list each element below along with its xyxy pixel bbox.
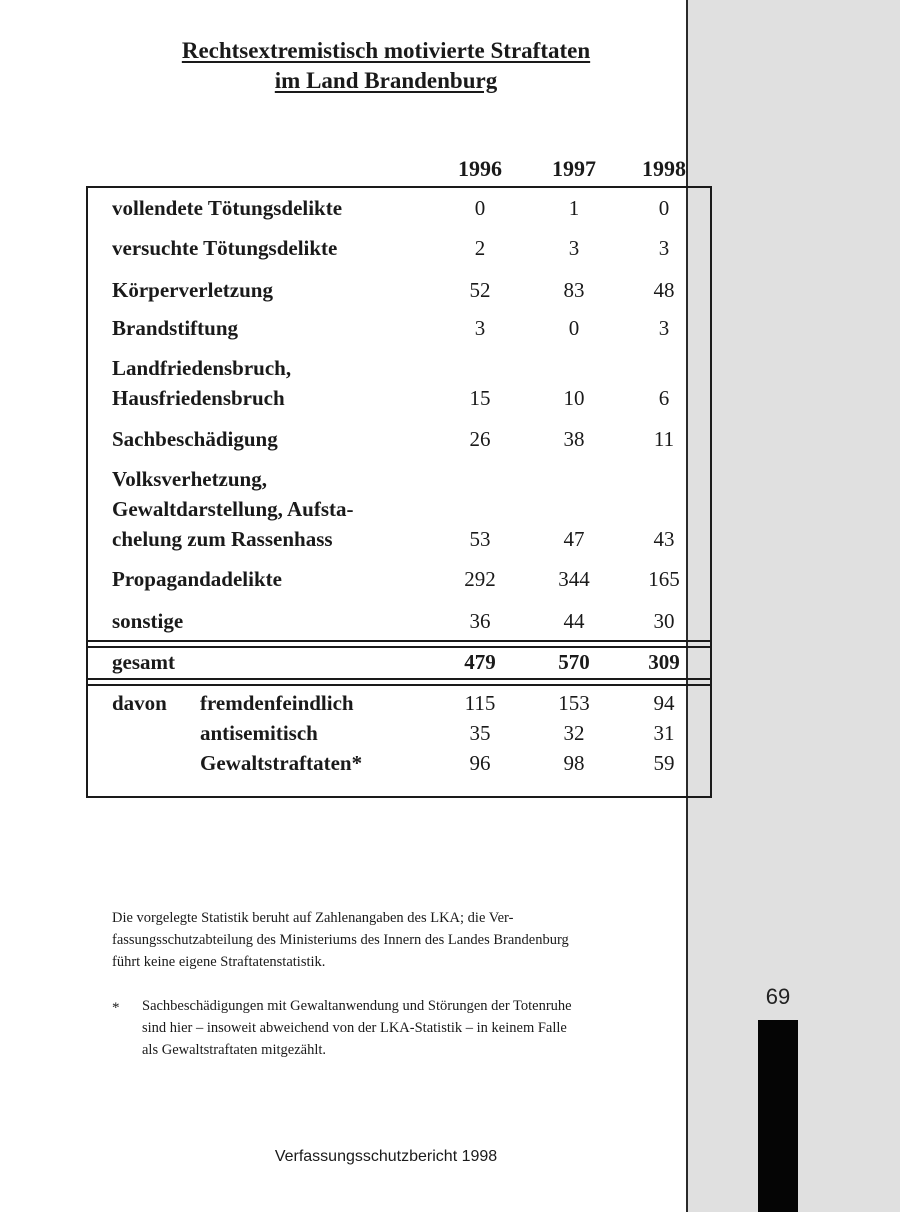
document-title-line-2: im Land Brandenburg xyxy=(274,68,498,93)
breakdown-item-label: fremdenfeindlich xyxy=(200,691,354,715)
table-cell: 11 xyxy=(653,427,675,451)
total-cell: 479 xyxy=(464,650,496,674)
breakdown-item-label: antisemitisch xyxy=(200,721,318,745)
table-cell: 165 xyxy=(648,567,680,591)
row-label: chelung zum Rassenhass xyxy=(112,527,333,551)
row-label: Sachbeschädigung xyxy=(112,427,278,451)
table-cell: 94 xyxy=(653,691,675,715)
table-cell: 96 xyxy=(469,751,491,775)
table-cell: 26 xyxy=(469,427,491,451)
table-cell: 1 xyxy=(568,196,580,220)
table-divider xyxy=(86,684,712,686)
note-line: führt keine eigene Straftatenstatistik. xyxy=(112,954,326,970)
row-label: Brandstiftung xyxy=(112,316,239,340)
footnote-line: Sachbeschädigungen mit Gewaltanwendung und Störungen der Totenruhe xyxy=(142,998,572,1014)
footer-title: Verfassungsschutzbericht 1998 xyxy=(274,1148,498,1165)
breakdown-label: davon xyxy=(112,691,167,715)
row-label: Hausfriedensbruch xyxy=(112,386,285,410)
table-cell: 10 xyxy=(563,386,585,410)
table-cell: 3 xyxy=(474,316,486,340)
total-label: gesamt xyxy=(112,650,175,674)
total-cell: 570 xyxy=(558,650,590,674)
table-divider xyxy=(86,640,712,642)
row-label: versuchte Tötungsdelikte xyxy=(112,236,338,260)
breakdown-item-label: Gewaltstraftaten* xyxy=(200,751,363,775)
table-cell: 115 xyxy=(464,691,496,715)
year-header-1998: 1998 xyxy=(642,156,686,181)
row-label: vollendete Tötungsdelikte xyxy=(112,196,343,220)
note-line: Die vorgelegte Statistik beruht auf Zahlenangaben des LKA; die Ver- xyxy=(112,910,514,926)
table-cell: 44 xyxy=(563,609,585,633)
page-number: 69 xyxy=(765,984,791,1009)
table-cell: 153 xyxy=(558,691,590,715)
table-cell: 15 xyxy=(469,386,491,410)
year-header-1996: 1996 xyxy=(458,156,502,181)
table-cell: 35 xyxy=(469,721,491,745)
table-cell: 31 xyxy=(653,721,675,745)
row-label: Volksverhetzung, xyxy=(112,467,267,491)
document-title-line-1: Rechtsextremistisch motivierte Straftaten xyxy=(181,38,591,63)
table-cell: 43 xyxy=(653,527,675,551)
table-cell: 47 xyxy=(563,527,585,551)
table-cell: 98 xyxy=(563,751,585,775)
table-cell: 32 xyxy=(563,721,585,745)
table-cell: 48 xyxy=(653,278,675,302)
table-cell: 30 xyxy=(653,609,675,633)
table-cell: 292 xyxy=(464,567,496,591)
table-divider xyxy=(86,646,712,648)
table-cell: 0 xyxy=(474,196,486,220)
table-cell: 344 xyxy=(558,567,590,591)
table-cell: 6 xyxy=(658,386,670,410)
footnote-line: sind hier – insoweit abweichend von der LKA-Statistik – in keinem Falle xyxy=(142,1020,567,1036)
row-label: Gewaltdarstellung, Aufsta- xyxy=(112,497,354,521)
row-label: Propagandadelikte xyxy=(112,567,282,591)
footnote-line: als Gewaltstraftaten mitgezählt. xyxy=(142,1042,326,1058)
table-cell: 3 xyxy=(658,236,670,260)
table-divider xyxy=(86,678,712,680)
row-label: Landfriedensbruch, xyxy=(112,356,292,380)
table-cell: 0 xyxy=(658,196,670,220)
table-cell: 53 xyxy=(469,527,491,551)
table-cell: 59 xyxy=(653,751,675,775)
table-cell: 3 xyxy=(568,236,580,260)
table-cell: 3 xyxy=(658,316,670,340)
row-label: Körperverletzung xyxy=(112,278,273,302)
thumb-index-bar xyxy=(758,1020,798,1212)
total-cell: 309 xyxy=(648,650,680,674)
row-label: sonstige xyxy=(112,609,184,633)
table-cell: 2 xyxy=(474,236,486,260)
table-cell: 0 xyxy=(568,316,580,340)
table-cell: 83 xyxy=(563,278,585,302)
table-cell: 52 xyxy=(469,278,491,302)
table-cell: 38 xyxy=(563,427,585,451)
note-line: fassungsschutzabteilung des Ministeriums des Innern des Landes Brandenburg xyxy=(112,932,569,948)
year-header-1997: 1997 xyxy=(552,156,596,181)
footnote-marker: * xyxy=(112,1000,120,1016)
table-cell: 36 xyxy=(469,609,491,633)
